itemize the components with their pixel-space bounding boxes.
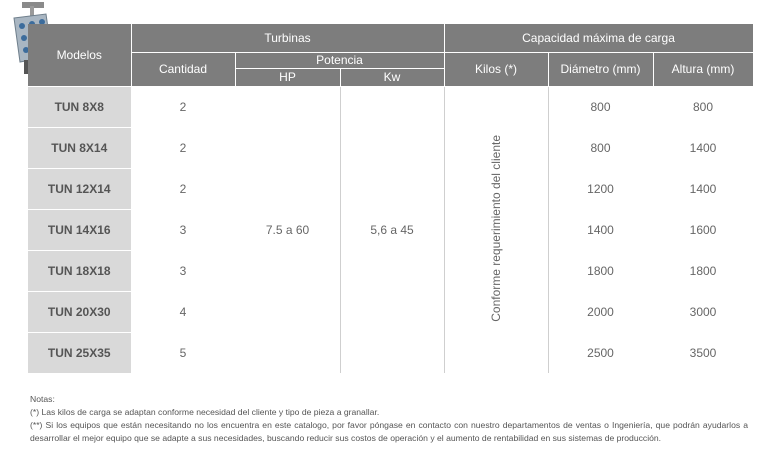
diameter-value: 1200 [548, 168, 653, 209]
height-value: 800 [653, 86, 753, 127]
quantity-value: 2 [131, 86, 235, 127]
note-contact-sales: (**) Si los equipos que están necesitando no los encuentra en este catalogo, por favor póngase en contacto con nuestro departamentos de ventas o Ingeniería, que podrán ayudarlos a desarrollar el mejor equipo que se adapte a sus necesidades, buscando reducir sus costos de operación y el aumento de rentabilidad en sus sistemas de producción. [30, 420, 748, 443]
notes-title: Notas: [30, 394, 55, 404]
model-name: TUN 18X18 [28, 250, 131, 291]
models-header: Modelos [28, 24, 131, 86]
kilos-note: Conforme requerimiento del cliente [489, 134, 503, 322]
quantity-value: 4 [131, 291, 235, 332]
model-spec-table [28, 24, 754, 374]
quantity-value: 3 [131, 250, 235, 291]
diameter-header: Diámetro (mm) [548, 52, 653, 86]
quantity-value: 5 [131, 332, 235, 373]
quantity-value: 3 [131, 209, 235, 250]
diameter-value: 800 [548, 127, 653, 168]
model-name: TUN 25X35 [28, 332, 131, 373]
note-load-kilos: (*) Las kilos de carga se adaptan conforme necesidad del cliente y tipo de pieza a granallar. [30, 407, 380, 417]
quantity-header: Cantidad [131, 52, 235, 86]
notes-section [30, 393, 748, 445]
model-name: TUN 14X16 [28, 209, 131, 250]
diameter-value: 2000 [548, 291, 653, 332]
kilos-header: Kilos (*) [444, 52, 548, 86]
model-name: TUN 20X30 [28, 291, 131, 332]
height-value: 1800 [653, 250, 753, 291]
height-value: 3000 [653, 291, 753, 332]
kw-header: Kw [340, 68, 444, 86]
kilos-note-cell [444, 86, 548, 373]
height-value: 1400 [653, 127, 753, 168]
model-name: TUN 8X8 [28, 86, 131, 127]
table-row [28, 86, 753, 127]
height-value: 1600 [653, 209, 753, 250]
diameter-value: 2500 [548, 332, 653, 373]
hp-header: HP [235, 68, 340, 86]
diameter-value: 800 [548, 86, 653, 127]
quantity-value: 2 [131, 127, 235, 168]
power-header: Potencia [235, 52, 444, 68]
model-name: TUN 8X14 [28, 127, 131, 168]
max-capacity-header: Capacidad máxima de carga [444, 24, 753, 52]
kw-range-value: 5,6 a 45 [340, 86, 444, 373]
turbines-header: Turbinas [131, 24, 444, 52]
hp-range-value: 7.5 a 60 [235, 86, 340, 373]
diameter-value: 1800 [548, 250, 653, 291]
height-value: 3500 [653, 332, 753, 373]
model-name: TUN 12X14 [28, 168, 131, 209]
quantity-value: 2 [131, 168, 235, 209]
height-value: 1400 [653, 168, 753, 209]
diameter-value: 1400 [548, 209, 653, 250]
height-header: Altura (mm) [653, 52, 753, 86]
